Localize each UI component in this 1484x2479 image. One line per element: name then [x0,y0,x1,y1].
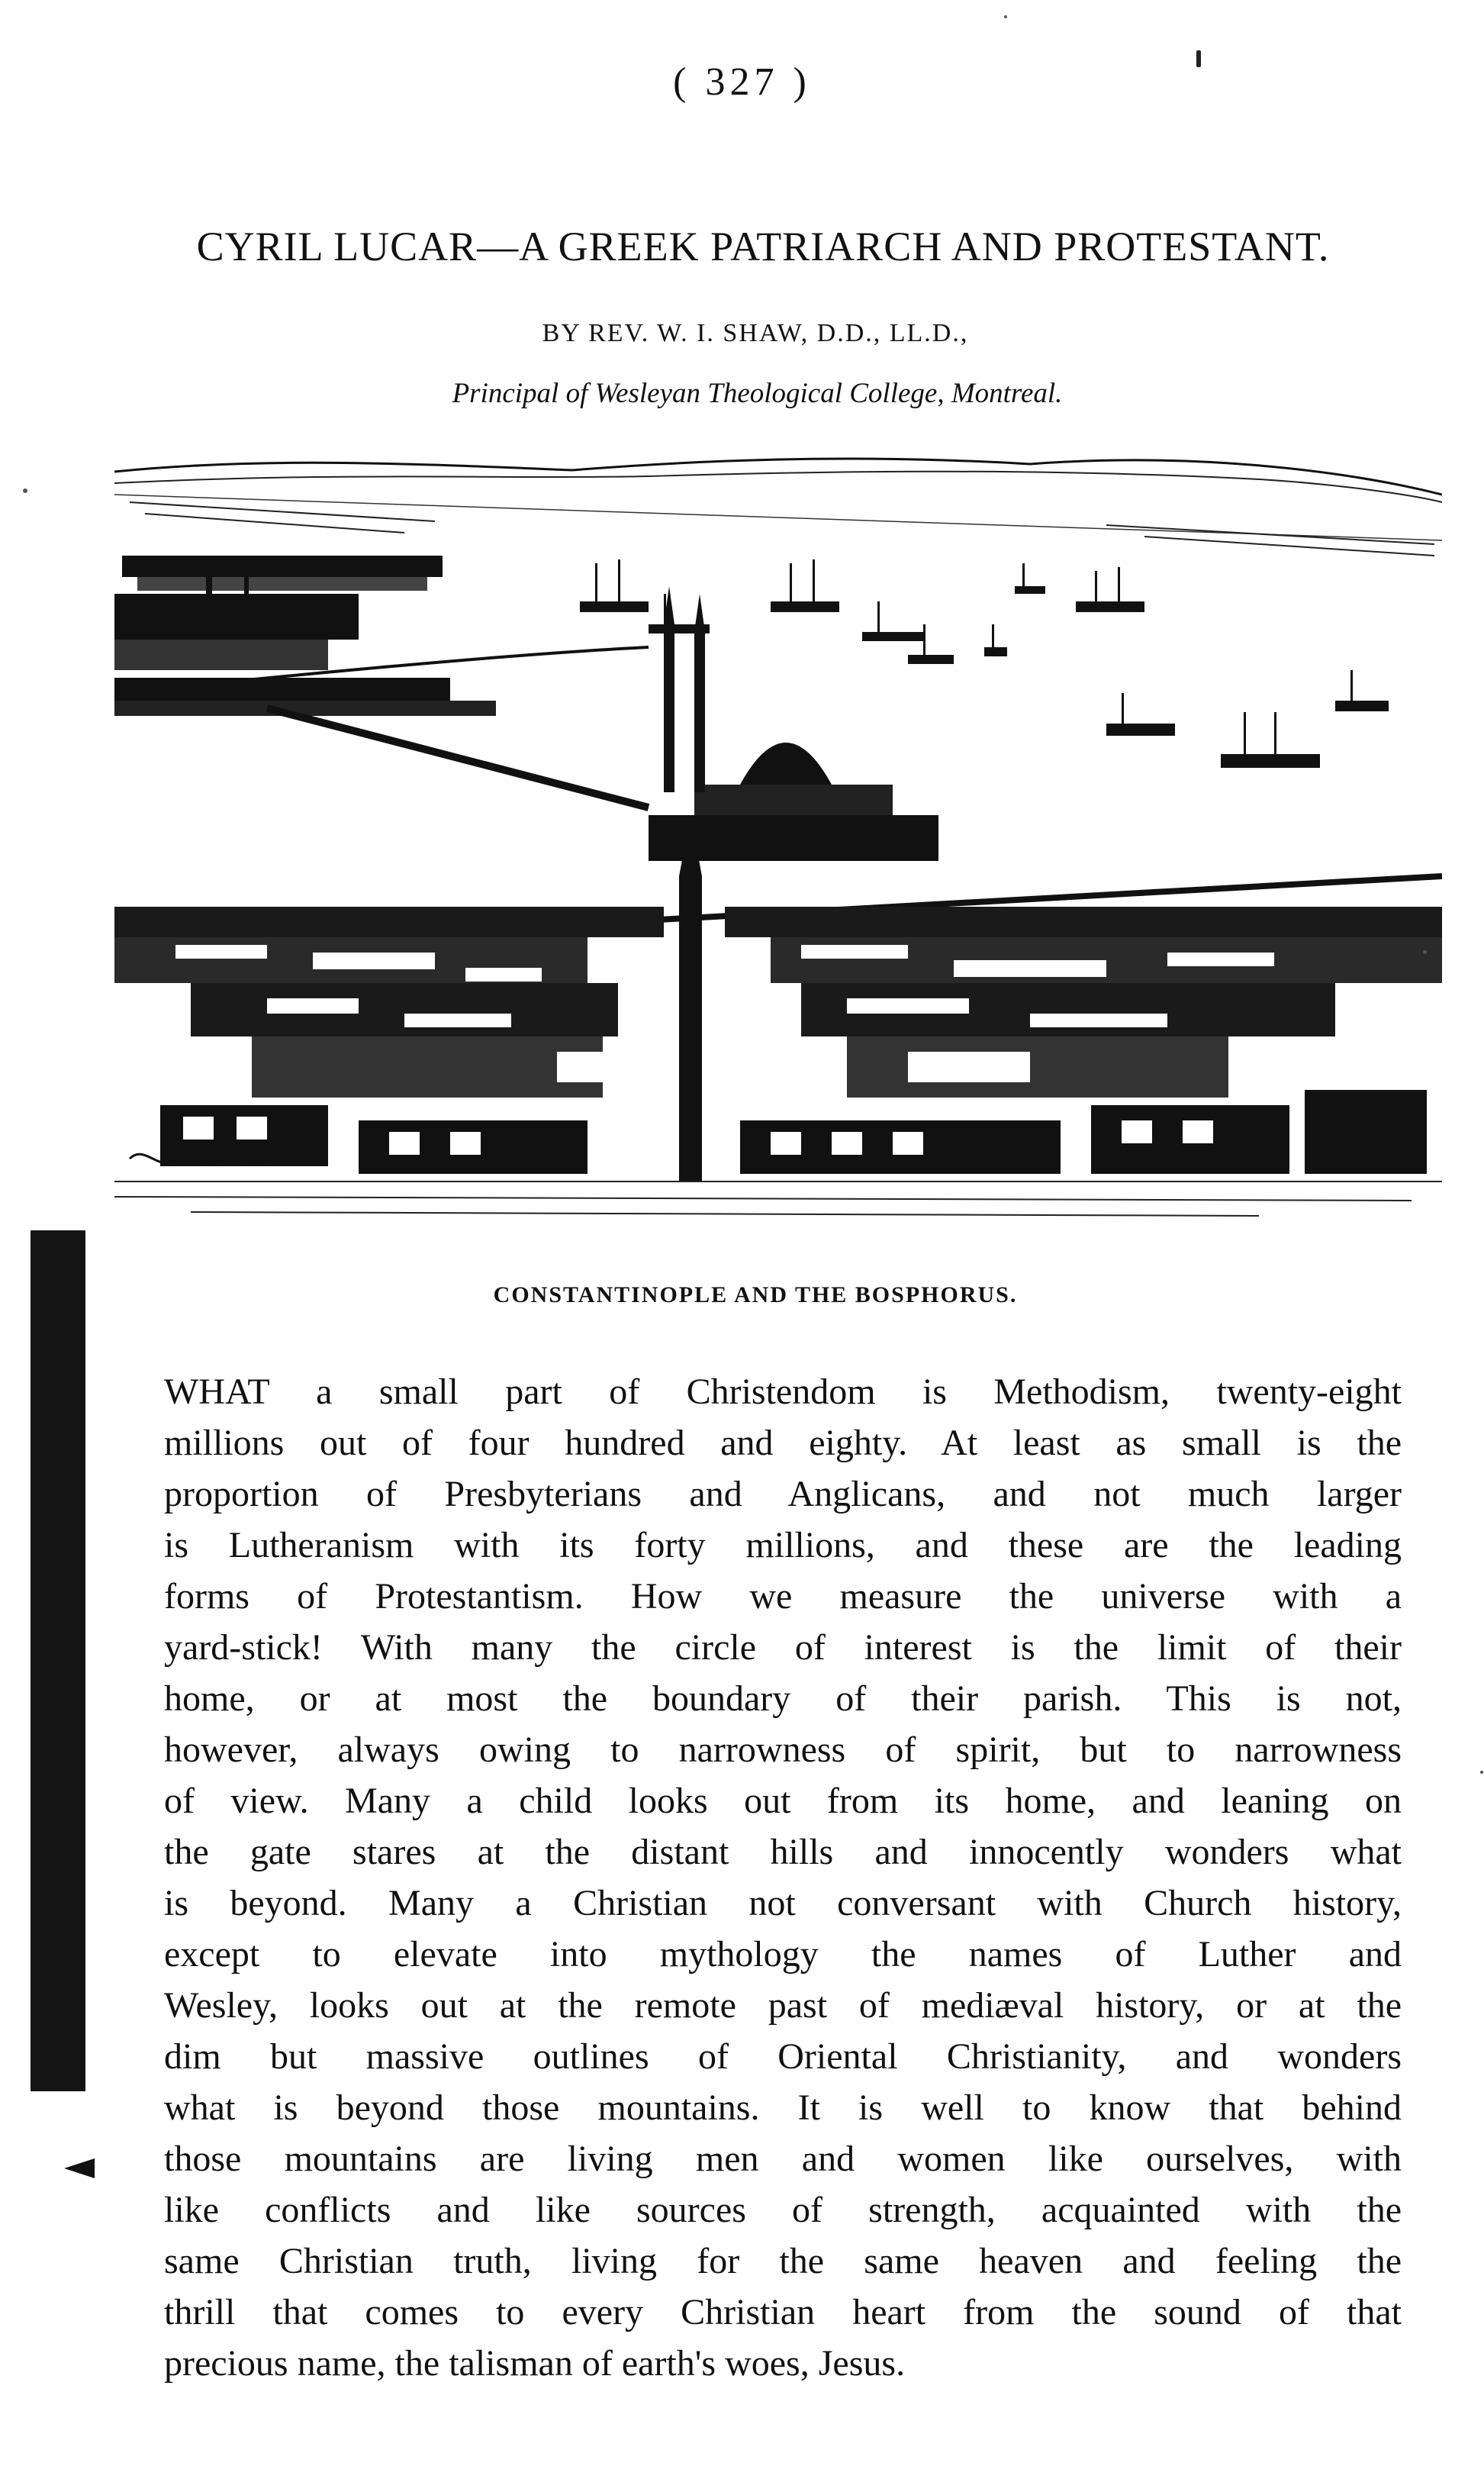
body-line: same Christian truth, living for the same heaven and feeling the [164,2241,1402,2281]
body-line: the gate stares at the distant hills and innocently wonders what [164,1832,1402,1872]
body-line: proportion of Presbyterians and Anglicans, and not much larger [164,1474,1402,1514]
margin-arrow-icon [64,2158,95,2178]
body-line: yard-stick! With many the circle of interest is the limit of their [164,1627,1402,1668]
author-byline: BY REV. W. I. SHAW, D.D., LL.D., [542,319,969,347]
article-body [164,1366,1402,2389]
constantinople-engraving [114,449,1442,1243]
body-line: like conflicts and like sources of strength, acquainted with the [164,2190,1402,2230]
body-line: however, always owing to narrowness of spirit, but to narrowness [164,1729,1402,1770]
body-line: home, or at most the boundary of their parish. This is not, [164,1678,1402,1719]
page-number: ( 327 ) [673,60,811,104]
author-affiliation: Principal of Wesleyan Theological College, Montreal. [452,378,1063,409]
scan-speck [1196,50,1201,67]
scan-margin-bar [31,1230,85,2091]
body-line: millions out of four hundred and eighty. At least as small is the [164,1423,1402,1463]
body-line: forms of Protestantism. How we measure the universe with a [164,1576,1402,1617]
body-line: precious name, the talisman of earth's woes, Jesus. [164,2343,906,2384]
body-line: except to elevate into mythology the names of Luther and [164,1934,1402,1974]
body-line: is Lutheranism with its forty millions, and these are the leading [164,1525,1402,1565]
body-line: is beyond. Many a Christian not conversant with Church history, [164,1883,1402,1923]
scan-speck [1423,950,1427,954]
article-title: CYRIL LUCAR—A GREEK PATRIARCH AND PROTESTANT. [196,224,1330,269]
body-line: what is beyond those mountains. It is well to know that behind [164,2087,1402,2128]
scan-speck [1480,1771,1483,1774]
scan-speck [1004,15,1007,18]
body-line: of view. Many a child looks out from its home, and leaning on [164,1781,1402,1821]
scan-speck [23,488,27,493]
body-line: dim but massive outlines of Oriental Christianity, and wonders [164,2036,1402,2077]
body-line: WHAT a small part of Christendom is Methodism, twenty-eight [164,1372,1402,1412]
body-line: those mountains are living men and women like ourselves, with [164,2139,1402,2179]
body-line: Wesley, looks out at the remote past of mediæval history, or at the [164,1985,1402,2026]
illustration-caption: CONSTANTINOPLE AND THE BOSPHORUS. [493,1282,1018,1307]
body-line: thrill that comes to every Christian heart from the sound of that [164,2292,1402,2332]
